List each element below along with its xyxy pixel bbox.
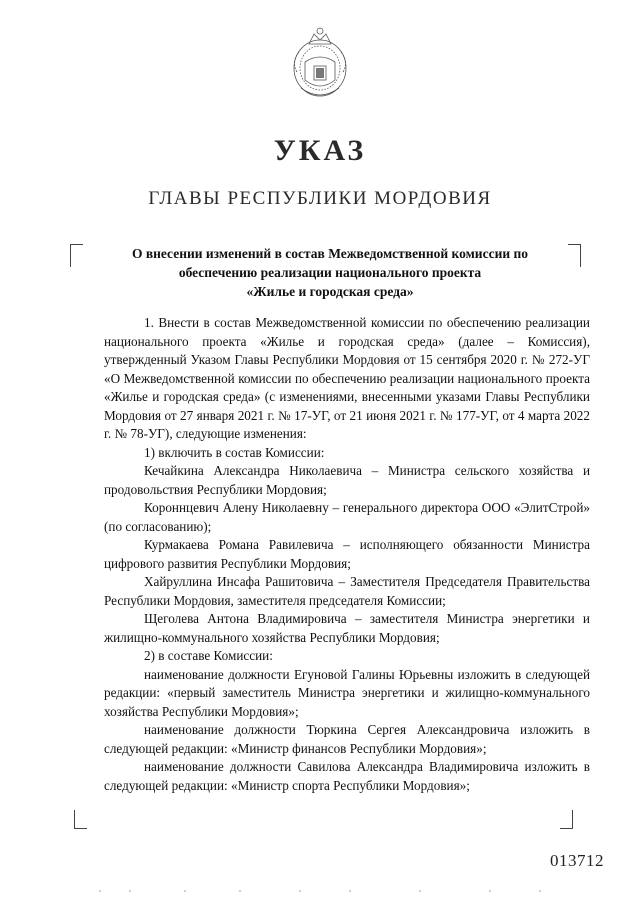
document-title: УКАЗ [273, 134, 367, 167]
scan-dots-decoration [90, 888, 550, 894]
document-subtitle: ГЛАВЫ РЕСПУБЛИКИ МОРДОВИЯ [148, 188, 492, 209]
corner-mark-top-left [70, 244, 83, 267]
paragraph-subitem-changes: 2) в составе Комиссии: [144, 648, 273, 663]
heading-line: «Жилье и городская среда» [246, 284, 414, 299]
corner-mark-top-right [568, 244, 581, 267]
decree-heading [100, 244, 560, 301]
member-entry: Курмакаева Романа Равилевича – исполняющего обязанности Министра цифрового развития Республики Мордовия; [104, 537, 590, 571]
corner-mark-bottom-left [74, 810, 87, 829]
member-entry: Кечайкина Александра Николаевича – Министра сельского хозяйства и продовольствия Республики Мордовия; [104, 463, 590, 497]
position-change-entry: наименование должности Савилова Александра Владимировича изложить в следующей редакции: «Министр спорта Республики Мордовия»; [104, 759, 590, 793]
member-entry: Щеголева Антона Владимировича – заместителя Министра энергетики и жилищно-коммунального хозяйства Республики Мордовия; [104, 611, 590, 645]
document-number: 013712 [550, 851, 604, 870]
member-entry: Хайруллина Инсафа Рашитовича – Заместителя Председателя Правительства Республики Мордовия, заместителя председателя Комиссии; [104, 574, 590, 608]
coat-of-arms-emblem [287, 22, 353, 102]
heading-line: обеспечению реализации национального проекта [178, 265, 482, 280]
decree-body [104, 314, 590, 795]
heading-line: О внесении изменений в состав Межведомственной комиссии по [131, 246, 529, 261]
paragraph-item-1: 1. Внести в состав Межведомственной комиссии по обеспечению реализации национального проекта «Жилье и городская среда» (далее – Комиссия), утвержденный Указом Главы Республики Мордовия от 15 сентября 2020 г. № 272-УГ «О Межведомственной комиссии по обеспечению реализации национального проекта «Жилье и городская среда» (с изменениями, внесенными указами Главы Республики Мордовия от 27 января 2021 г. № 17-УГ, от 21 июня 2021 г. № 177-УГ, от 4 марта 2022 г. № 78-УГ), следующие изменения: [104, 315, 590, 441]
paragraph-subitem-include: 1) включить в состав Комиссии: [144, 444, 325, 460]
corner-mark-bottom-right [560, 810, 573, 829]
member-entry: Короннцевич Алену Николаевну – генерального директора ООО «ЭлитСтрой» (по согласованию); [104, 500, 590, 534]
position-change-entry: наименование должности Тюркина Сергея Александровича изложить в следующей редакции: «Министр финансов Республики Мордовия»; [104, 722, 590, 756]
position-change-entry: наименование должности Егуновой Галины Юрьевны изложить в следующей редакции: «первый заместитель Министра энергетики и жилищно-коммунального хозяйства Республики Мордовия»; [104, 666, 590, 719]
